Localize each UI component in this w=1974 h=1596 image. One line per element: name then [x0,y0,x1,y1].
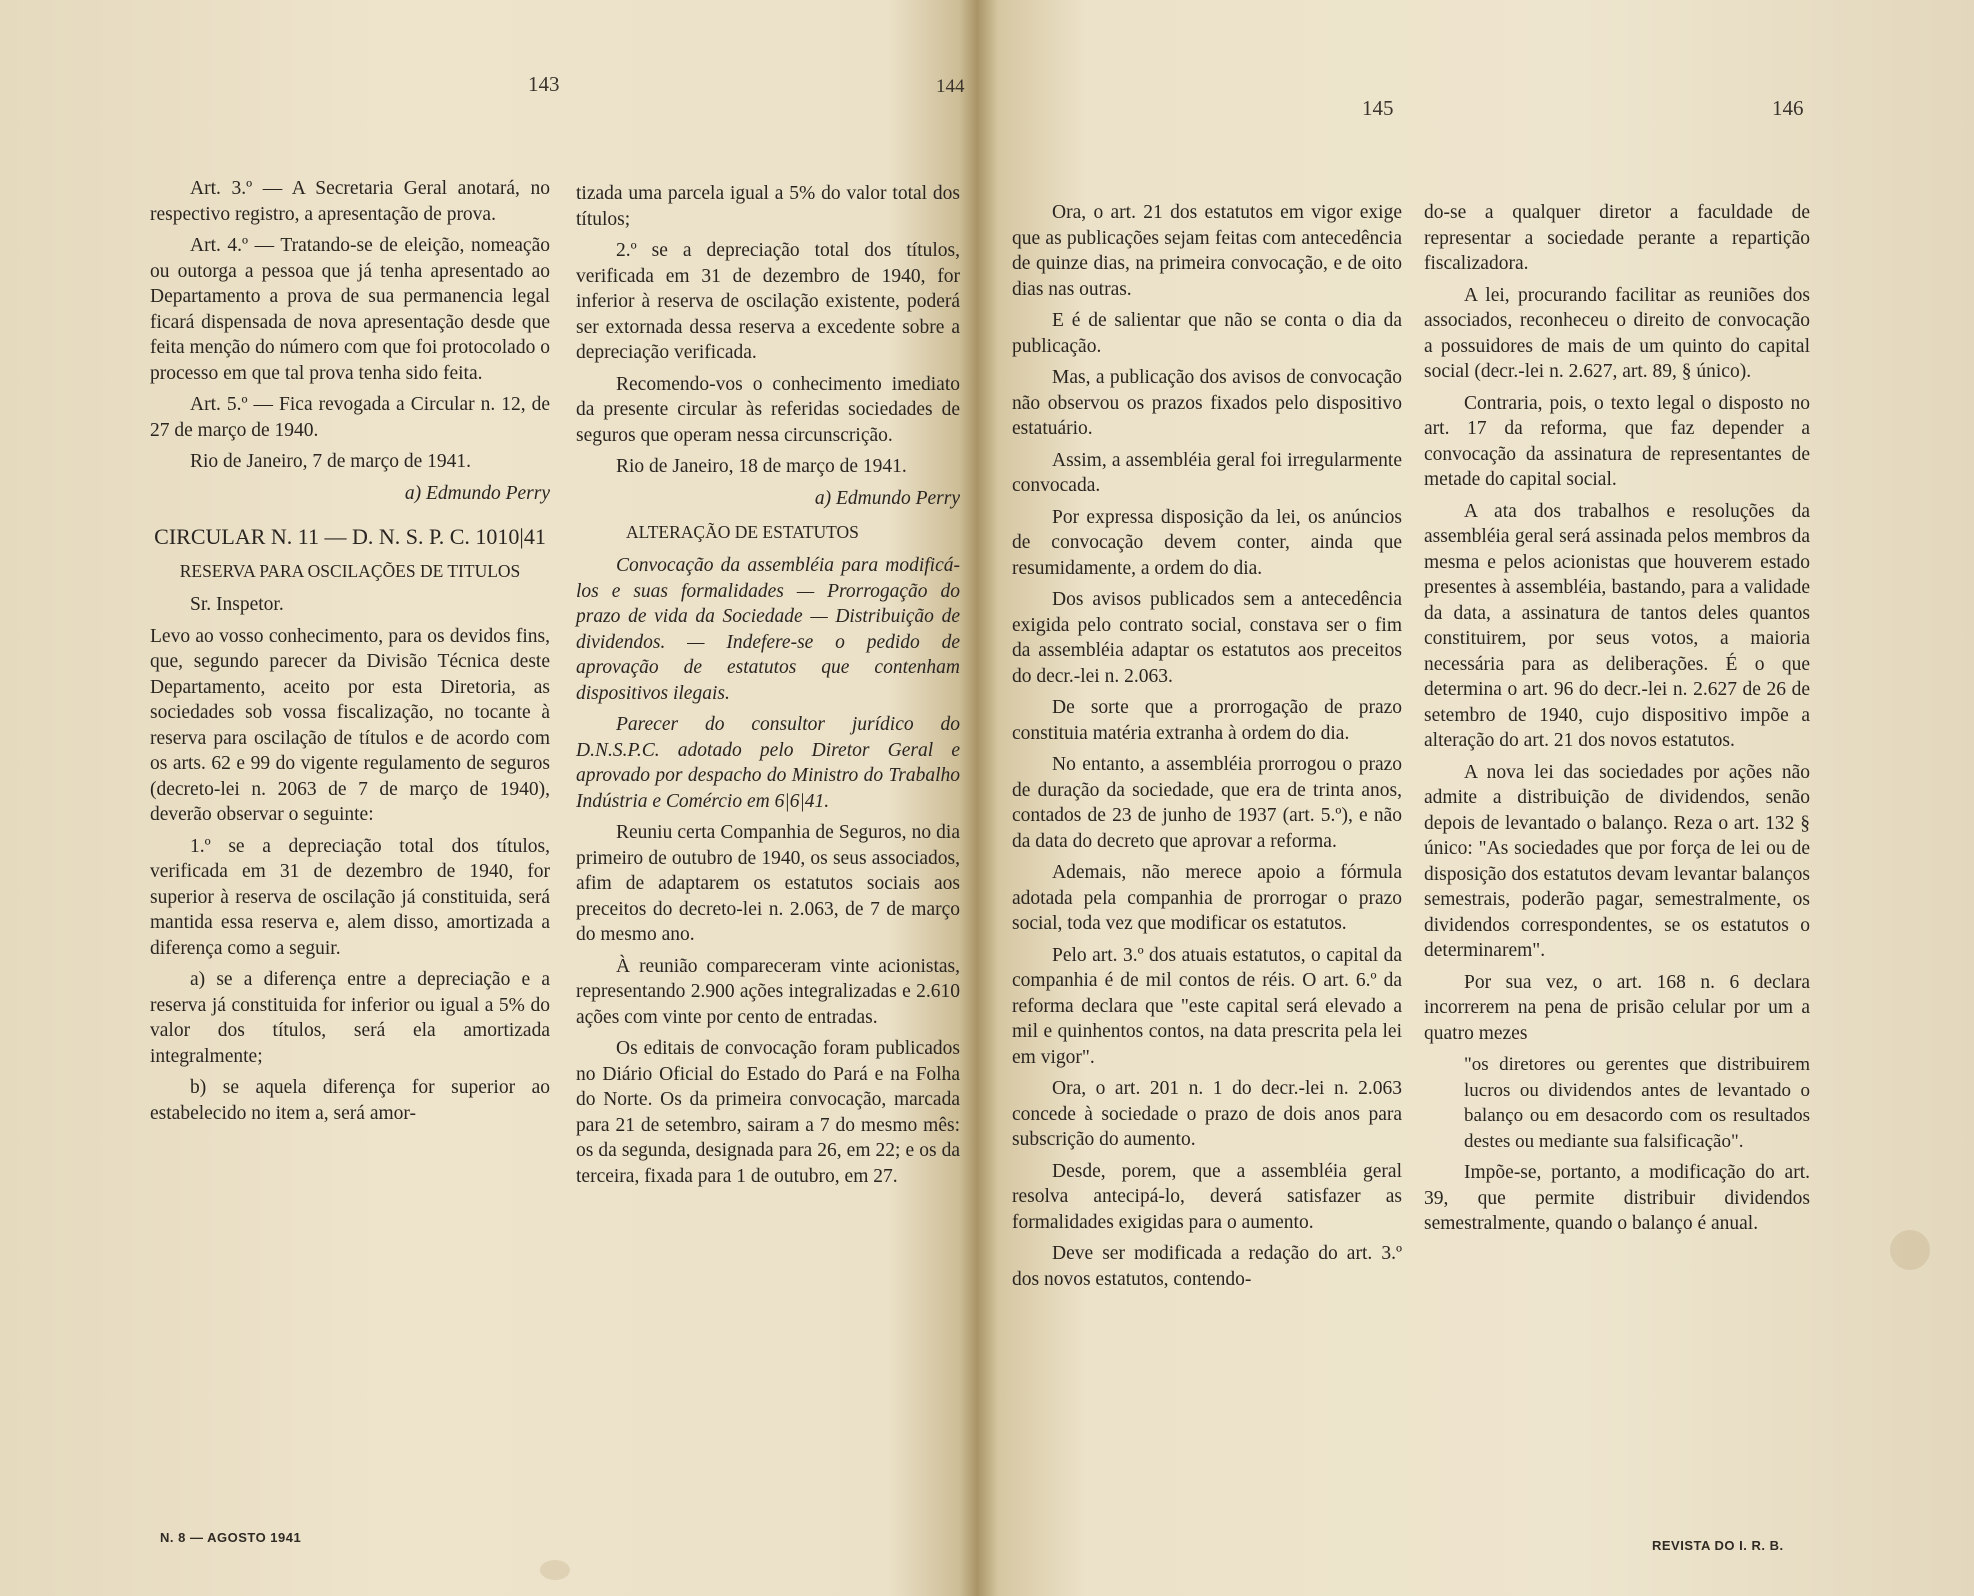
paragraph: a) se a diferença entre a depreciação e a reserva já constituida for inferior ou igual a 5% do valor dos títulos, será ela amortizada integralmente; [150,969,550,1067]
paragraph: A ata dos trabalhos e resoluções da assembléia geral será assinada pelos membros da mesma e pelos acionistas que houverem estado presentes à assembléia, bastando, para a validade da data, a assinatura de tantos deles quantos constituirem, por seus votos, a maioria necessária para as deliberações. É o que determina o art. 96 do decr.-lei n. 2.627 de 26 de setembro de 1940, cujo dispositivo impõe a alteração do art. 21 dos novos estatutos. [1424,500,1810,751]
paragraph: A lei, procurando facilitar as reuniões dos associados, reconheceu o direito de convocação a possuidores de mais de um quinto do capital social (decr.-lei n. 2.627, art. 89, § único). [1424,284,1810,382]
paragraph: Mas, a publicação dos avisos de convocação não observou os prazos fixados pelo dispositivo estatuário. [1012,367,1402,439]
paragraph: Por sua vez, o art. 168 n. 6 declara incorrerem na pena de prisão celular por um a quatro mezes [1424,971,1810,1044]
column-2 [576,181,960,1195]
paragraph: Ora, o art. 201 n. 1 do decr.-lei n. 2.063 concede à sociedade o prazo de dois anos para subscrição do aumento. [1012,1078,1402,1150]
column-3 [1012,200,1402,1298]
page-number-143: 143 [528,72,560,96]
paragraph: Por expressa disposição da lei, os anúncios de convocação devem conter, ainda que resumidamente, a ordem do dia. [1012,506,1402,579]
circular-heading: CIRCULAR N. 11 — D. N. S. P. C. 1010|41 [154,524,546,549]
paragraph: A nova lei das sociedades por ações não admite a distribuição de dividendos, senão depois de levantado o balanço. Reza o art. 132 § único: "As sociedades que por força de lei ou de disposição dos estatutos devam levantar balanços semestrais, poderão pagar, semestralmente, os dividendos correspondentes, se os estatutos o determinarem". [1424,761,1810,961]
paragraph: Pelo art. 3.º dos atuais estatutos, o capital da companhia é de mil contos de réis. O art. 6.º da reforma declara que "este capital será elevado a mil e quinhentos contos, na data prescrita pela lei em vigor". [1012,944,1402,1068]
paragraph: Levo ao vosso conhecimento, para os devidos fins, que, segundo parecer da Divisão Técnica deste Departamento, aceito por esta Diretoria, as sociedades sob vossa fiscalização, no tocante à reserva para oscilação de títulos e de acordo com os arts. 62 e 99 do vigente regulamento de seguros (decreto-lei n. 2063 de 7 de março de 1940), deverão observar o seguinte: [150,625,550,825]
paragraph: 1.º se a depreciação total dos títulos, verificada em 31 de dezembro de 1940, for superior à reserva de oscilação já constituida, será mantida essa reserva e, alem disso, amortizada a diferença como a seguir. [150,835,550,959]
paragraph: À reunião compareceram vinte acionistas, representando 2.900 ações integralizadas e 2.610 ações com vinte por cento de entradas. [576,955,960,1028]
paragraph: Recomendo-vos o conhecimento imediato da presente circular às referidas sociedades de seguros que operam nessa circunscrição. [576,373,960,446]
paragraph: b) se aquela diferença for superior ao estabelecido no item a, será amor- [150,1077,550,1124]
paragraph: Desde, porem, que a assembléia geral resolva antecipá-lo, deverá satisfazer as formalidades exigidas para o aumento. [1012,1160,1402,1233]
footer-journal: REVISTA DO I. R. B. [1652,1538,1784,1553]
paragraph: do-se a qualquer diretor a faculdade de representar a sociedade perante a repartição fiscalizadora. [1424,202,1810,274]
paragraph: Parecer do consultor jurídico do D.N.S.P.C. adotado pelo Diretor Geral e aprovado por despacho do Ministro do Trabalho Indústria e Comércio em 6|6|41. [576,714,960,812]
paragraph: Sr. Inspetor. [190,594,284,615]
paragraph: Assim, a assembléia geral foi irregularmente convocada. [1012,449,1402,496]
left-page [0,0,982,1596]
paragraph: Contraria, pois, o texto legal o disposto no art. 17 da reforma, que faz depender a convocação da assinatura de representantes de metade do capital social. [1424,392,1810,490]
column-4 [1424,200,1810,1243]
page-number-144: 144 [936,76,965,97]
paragraph: Ademais, não merece apoio a fórmula adotada pela companhia de prorrogar o prazo social, toda vez que modificar os estatutos. [1012,862,1402,934]
page-number-145: 145 [1362,96,1394,120]
paragraph: Art. 3.º — A Secretaria Geral anotará, no respectivo registro, a apresentação de prova. [150,178,550,225]
circular-subheading: RESERVA PARA OSCILAÇÕES DE TITULOS [179,561,521,581]
paragraph: Deve ser modificada a redação do art. 3.º dos novos estatutos, contendo- [1012,1243,1402,1290]
right-page [992,0,1974,1596]
paragraph: a) Edmundo Perry [814,487,960,509]
paragraph: Dos avisos publicados sem a antecedência exigida pelo contrato social, constava ser o fim da assembléia adaptar os estatutos aos preceitos do decr.-lei n. 2.063. [1012,589,1402,687]
paragraph: Art. 5.º — Fica revogada a Circular n. 12, de 27 de março de 1940. [150,394,550,441]
paragraph: Rio de Janeiro, 7 de março de 1941. [190,451,472,472]
paragraph: tizada uma parcela igual a 5% do valor total dos títulos; [576,183,960,230]
paragraph: "os diretores ou gerentes que distribuirem lucros ou dividendos antes de levantado o balanço ou em desacordo com os resultados destes ou mediante sua falsificação". [1464,1054,1810,1152]
paragraph: Os editais de convocação foram publicados no Diário Oficial do Estado do Pará e na Folha do Norte. Os da primeira convocação, marcada para 21 de setembro, sairam a 7 do mesmo mês: os da segunda, designada para 26, em 22; e os da terceira, fixada para 1 de outubro, em 27. [576,1038,960,1187]
paper-stain [1890,1230,1930,1270]
page-number-146: 146 [1772,96,1804,120]
paragraph: No entanto, a assembléia prorrogou o prazo de duração da sociedade, que era de trinta anos, contados de 23 de junho de 1937 (art. 5.º), e não da data do decreto que aprovar a reforma. [1012,754,1402,852]
paper-stain [540,1560,570,1580]
paragraph: Reuniu certa Companhia de Seguros, no dia primeiro de outubro de 1940, os seus associados, afim de adaptarem os estatutos sociais aos preceitos do decreto-lei n. 2.063, de 7 de março do mesmo ano. [576,822,960,945]
paragraph: a) Edmundo Perry [404,482,550,504]
paragraph: Art. 4.º — Tratando-se de eleição, nomeação ou outorga a pessoa que já tenha apresentado ao Departamento a prova de sua permanencia legal ficará dispensada de nova apresentação desde que feita menção do número com que foi protocolado o processo em que tal prova tenha sido feita. [150,235,550,384]
paragraph: Rio de Janeiro, 18 de março de 1941. [616,456,907,477]
paragraph: De sorte que a prorrogação de prazo constituia matéria extranha à ordem do dia. [1012,697,1402,744]
paragraph: Ora, o art. 21 dos estatutos em vigor exige que as publicações sejam feitas com antecedência de quinze dias, na primeira convocação, e de oito dias nas outras. [1012,202,1402,300]
paragraph: E é de salientar que não se conta o dia da publicação. [1012,310,1402,357]
footer-issue: N. 8 — AGOSTO 1941 [160,1530,302,1545]
paragraph: Convocação da assembléia para modificá-los e suas formalidades — Prorrogação do prazo de vida da Sociedade — Distribuição de dividendos. — Indefere-se o pedido de aprovação de estatutos que contenham dispositivos ilegais. [576,555,960,704]
paragraph: Impõe-se, portanto, a modificação do art. 39, que permite distribuir dividendos semestralmente, quando o balanço é anual. [1424,1162,1810,1234]
column-1 [150,176,550,1132]
section-heading: ALTERAÇÃO DE ESTATUTOS [626,522,859,542]
paragraph: 2.º se a depreciação total dos títulos, verificada em 31 de dezembro de 1940, for inferior à reserva de oscilação existente, poderá ser extornada dessa reserva a excedente sobre a depreciação verificada. [576,240,960,363]
